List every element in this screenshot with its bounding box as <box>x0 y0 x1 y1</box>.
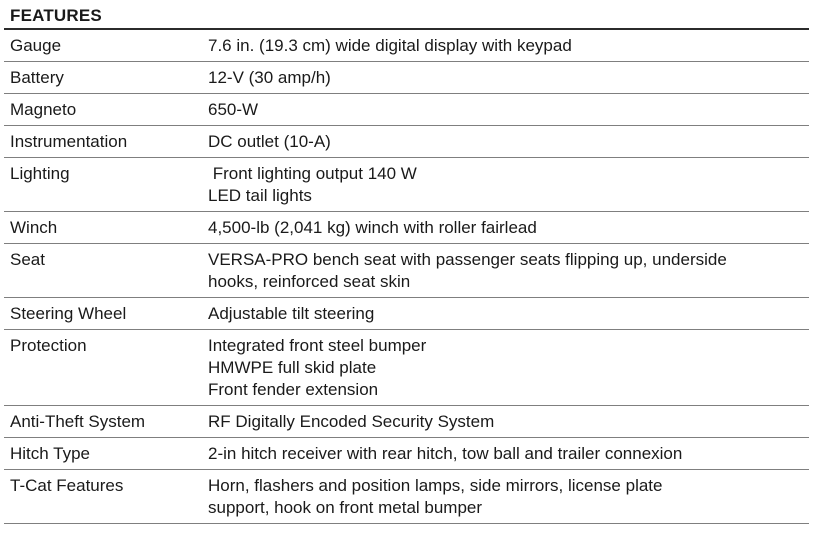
row-label: Instrumentation <box>10 132 128 151</box>
row-value <box>208 330 809 405</box>
table-row <box>4 298 809 330</box>
value-line: 650-W <box>208 100 259 119</box>
table-row <box>4 126 809 158</box>
value-line: 12-V (30 amp/h) <box>208 68 331 87</box>
row-value <box>208 212 809 243</box>
row-label: Seat <box>10 250 45 269</box>
row-value <box>208 438 809 469</box>
value-line: VERSA-PRO bench seat with passenger seats flipping up, underside <box>208 250 727 269</box>
row-label: T-Cat Features <box>10 476 124 495</box>
row-label: Winch <box>10 218 58 237</box>
value-line: Adjustable tilt steering <box>208 304 375 323</box>
row-value <box>208 62 809 93</box>
table-row <box>4 158 809 212</box>
row-value <box>208 244 809 297</box>
value-line: Integrated front steel bumper <box>208 336 427 355</box>
row-label: Lighting <box>10 164 70 183</box>
table-row <box>4 30 809 62</box>
value-line: hooks, reinforced seat skin <box>208 272 411 291</box>
value-line: 4,500-lb (2,041 kg) winch with roller fairlead <box>208 218 537 237</box>
row-value <box>208 94 809 125</box>
table-row <box>4 406 809 438</box>
value-line: DC outlet (10-A) <box>208 132 331 151</box>
row-label: Anti-Theft System <box>10 412 146 431</box>
row-label: Steering Wheel <box>10 304 127 323</box>
table-row <box>4 330 809 406</box>
row-value <box>208 126 809 157</box>
row-value <box>208 406 809 437</box>
row-value <box>208 30 809 61</box>
row-value <box>208 298 809 329</box>
table-row <box>4 212 809 244</box>
table-body <box>4 30 809 524</box>
row-label: Hitch Type <box>10 444 91 463</box>
table-row <box>4 62 809 94</box>
features-table <box>4 0 809 524</box>
value-line: RF Digitally Encoded Security System <box>208 412 495 431</box>
table-row <box>4 94 809 126</box>
table-heading: FEATURES <box>4 4 809 30</box>
row-value <box>208 158 809 211</box>
row-value <box>208 470 809 523</box>
table-row <box>4 470 809 524</box>
value-line: Front fender extension <box>208 380 379 399</box>
table-row <box>4 244 809 298</box>
value-line: Horn, flashers and position lamps, side mirrors, license plate <box>208 476 663 495</box>
row-label: Gauge <box>10 36 62 55</box>
row-label: Protection <box>10 336 87 355</box>
value-line: HMWPE full skid plate <box>208 358 377 377</box>
value-line: 7.6 in. (19.3 cm) wide digital display with keypad <box>208 36 572 55</box>
row-label: Battery <box>10 68 64 87</box>
value-line: 2-in hitch receiver with rear hitch, tow ball and trailer connexion <box>208 444 683 463</box>
value-line: Front lighting output 140 W <box>208 164 417 183</box>
value-line: LED tail lights <box>208 186 312 205</box>
row-label: Magneto <box>10 100 77 119</box>
value-line: support, hook on front metal bumper <box>208 498 483 517</box>
table-row <box>4 438 809 470</box>
